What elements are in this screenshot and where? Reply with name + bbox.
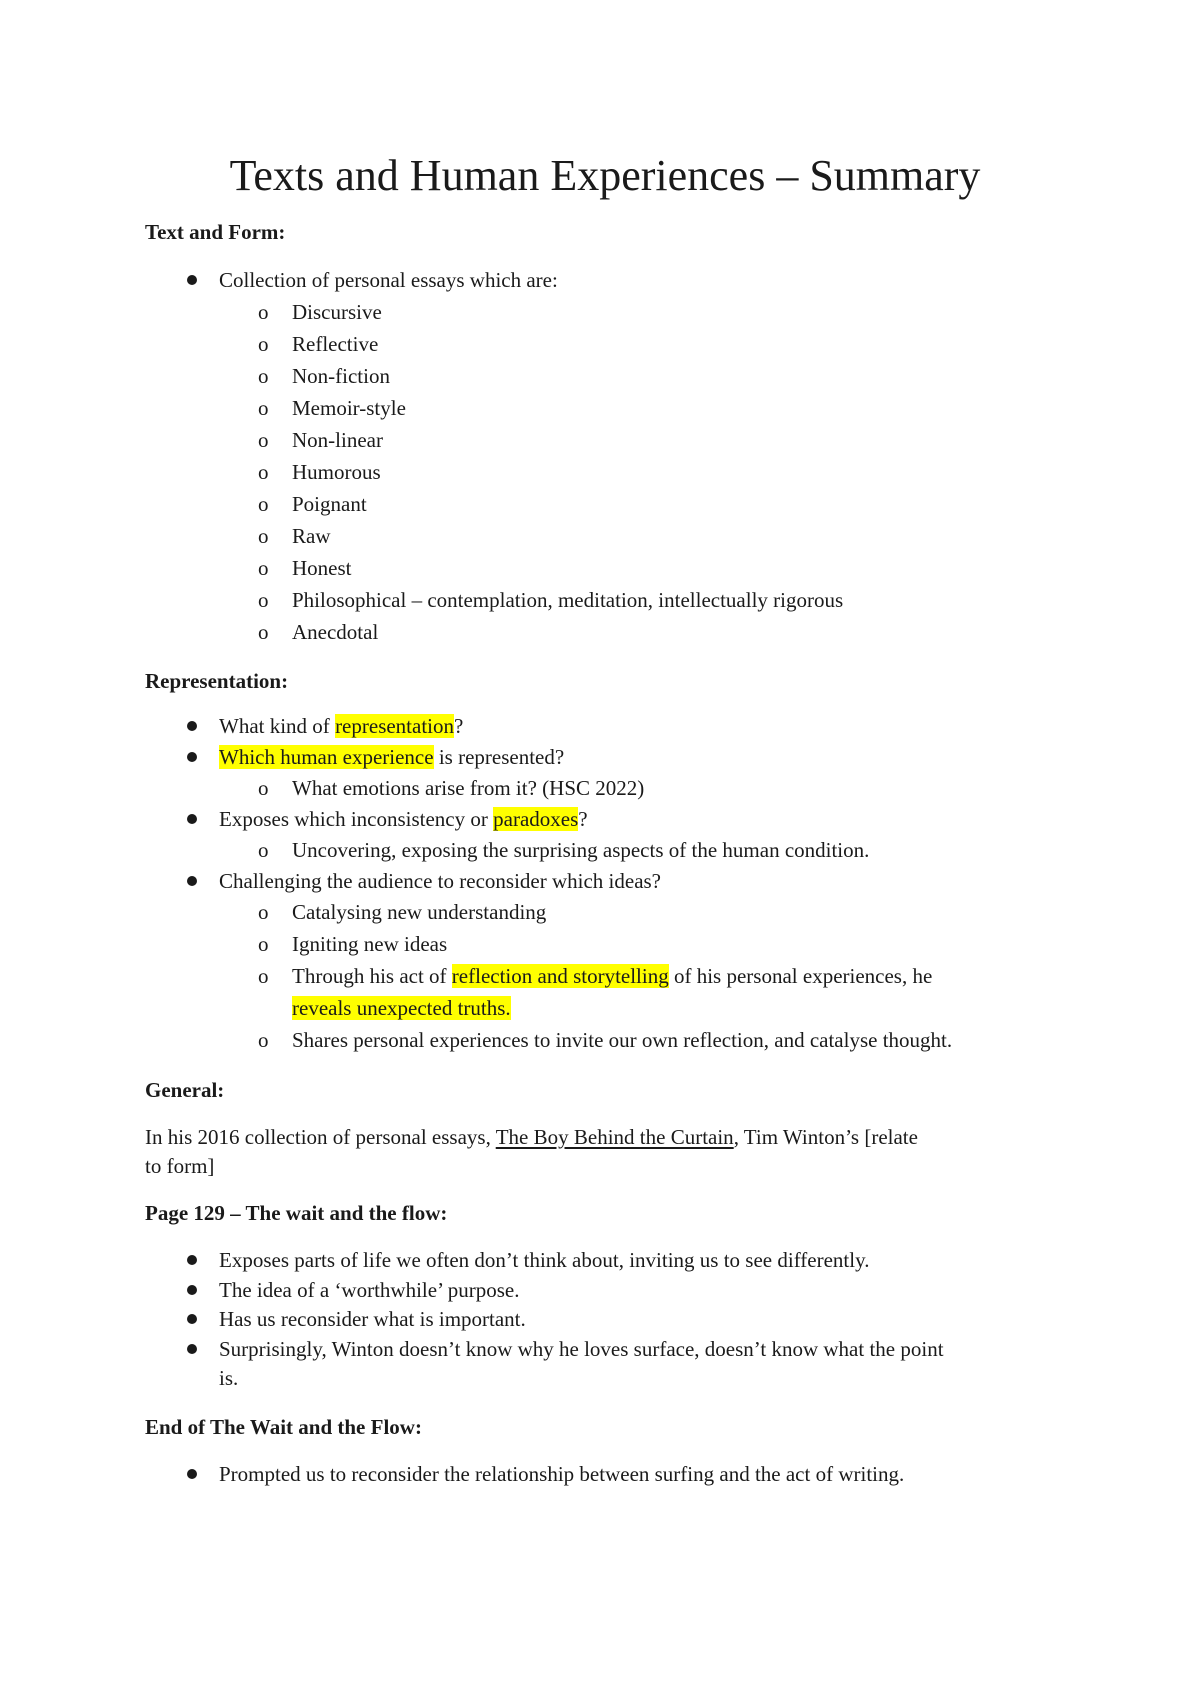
text-run: ? bbox=[578, 807, 588, 831]
text-run: What kind of bbox=[219, 714, 336, 738]
list-item bbox=[219, 805, 588, 833]
list-item-continuation: is. bbox=[219, 1366, 239, 1390]
list-item: Memoir-style bbox=[292, 396, 406, 420]
bullet-icon bbox=[187, 814, 197, 824]
list-item: Poignant bbox=[292, 492, 367, 516]
bullet-icon bbox=[187, 1285, 197, 1295]
list-item: Raw bbox=[292, 524, 331, 548]
circle-bullet-icon: o bbox=[258, 364, 269, 388]
list-item: Philosophical – contemplation, meditation, intellectually rigorous bbox=[292, 588, 844, 612]
circle-bullet-icon: o bbox=[258, 776, 269, 800]
list-item: Surprisingly, Winton doesn’t know why he loves surface, doesn’t know what the point bbox=[219, 1337, 944, 1361]
circle-bullet-icon: o bbox=[258, 556, 269, 580]
list-item: Collection of personal essays which are: bbox=[219, 268, 558, 292]
circle-bullet-icon: o bbox=[258, 396, 269, 420]
circle-bullet-icon: o bbox=[258, 932, 269, 956]
list-item: Has us reconsider what is important. bbox=[219, 1307, 526, 1331]
list-item: Humorous bbox=[292, 460, 381, 484]
list-item: Prompted us to reconsider the relationship between surfing and the act of writing. bbox=[219, 1462, 905, 1486]
list-item: Uncovering, exposing the surprising aspects of the human condition. bbox=[292, 838, 870, 862]
list-item: Discursive bbox=[292, 300, 382, 324]
circle-bullet-icon: o bbox=[258, 460, 269, 484]
paragraph bbox=[145, 1123, 918, 1151]
list-item: What emotions arise from it? (HSC 2022) bbox=[292, 776, 645, 800]
circle-bullet-icon: o bbox=[258, 332, 269, 356]
bullet-icon bbox=[187, 721, 197, 731]
list-item: Honest bbox=[292, 556, 352, 580]
highlighted-text: Which human experience bbox=[219, 745, 434, 769]
circle-bullet-icon: o bbox=[258, 492, 269, 516]
circle-bullet-icon: o bbox=[258, 428, 269, 452]
section-heading-text-and-form: Text and Form: bbox=[145, 220, 286, 244]
paragraph-continuation: to form] bbox=[145, 1154, 215, 1178]
circle-bullet-icon: o bbox=[258, 524, 269, 548]
list-item: Non-fiction bbox=[292, 364, 390, 388]
bullet-icon bbox=[187, 752, 197, 762]
list-item bbox=[219, 712, 463, 740]
bullet-icon bbox=[187, 1255, 197, 1265]
highlighted-text: reflection and storytelling bbox=[451, 964, 669, 988]
circle-bullet-icon: o bbox=[258, 1028, 269, 1052]
circle-bullet-icon: o bbox=[258, 900, 269, 924]
section-heading-end-of-wait-and-flow: End of The Wait and the Flow: bbox=[145, 1415, 422, 1439]
circle-bullet-icon: o bbox=[258, 964, 269, 988]
list-item: Reflective bbox=[292, 332, 379, 356]
bullet-icon bbox=[187, 876, 197, 886]
text-run: In his 2016 collection of personal essays, bbox=[145, 1125, 496, 1149]
circle-bullet-icon: o bbox=[258, 620, 269, 644]
section-heading-page-129: Page 129 – The wait and the flow: bbox=[145, 1201, 448, 1225]
bullet-icon bbox=[187, 1469, 197, 1479]
bullet-icon bbox=[187, 275, 197, 285]
text-run: Through his act of bbox=[292, 964, 452, 988]
list-item: The idea of a ‘worthwhile’ purpose. bbox=[219, 1278, 520, 1302]
list-item: Non-linear bbox=[292, 428, 383, 452]
highlighted-text: representation bbox=[335, 714, 455, 738]
list-item: Igniting new ideas bbox=[292, 932, 448, 956]
highlighted-text: paradoxes bbox=[493, 807, 579, 831]
highlighted-text: reveals unexpected truths. bbox=[292, 996, 511, 1020]
bullet-icon bbox=[187, 1314, 197, 1324]
circle-bullet-icon: o bbox=[258, 838, 269, 862]
text-run: is represented? bbox=[433, 745, 565, 769]
page-title: Texts and Human Experiences – Summary bbox=[229, 151, 981, 200]
text-run: ? bbox=[454, 714, 464, 738]
list-item: Anecdotal bbox=[292, 620, 379, 644]
circle-bullet-icon: o bbox=[258, 300, 269, 324]
list-item: Challenging the audience to reconsider which ideas? bbox=[219, 869, 662, 893]
section-heading-general: General: bbox=[145, 1078, 225, 1102]
section-heading-representation: Representation: bbox=[145, 669, 289, 693]
text-run: of his personal experiences, he bbox=[668, 964, 933, 988]
list-item: Catalysing new understanding bbox=[292, 900, 547, 924]
list-item: Exposes parts of life we often don’t think about, inviting us to see differently. bbox=[219, 1248, 870, 1272]
bullet-icon bbox=[187, 1344, 197, 1354]
list-item bbox=[219, 743, 564, 771]
list-item: Shares personal experiences to invite our own reflection, and catalyse thought. bbox=[292, 1028, 953, 1052]
list-item bbox=[292, 962, 932, 990]
list-item-continuation bbox=[292, 994, 511, 1022]
text-run: Exposes which inconsistency or bbox=[219, 807, 494, 831]
book-title: The Boy Behind the Curtain bbox=[495, 1125, 734, 1149]
circle-bullet-icon: o bbox=[258, 588, 269, 612]
text-run: , Tim Winton’s [relate bbox=[733, 1125, 918, 1149]
